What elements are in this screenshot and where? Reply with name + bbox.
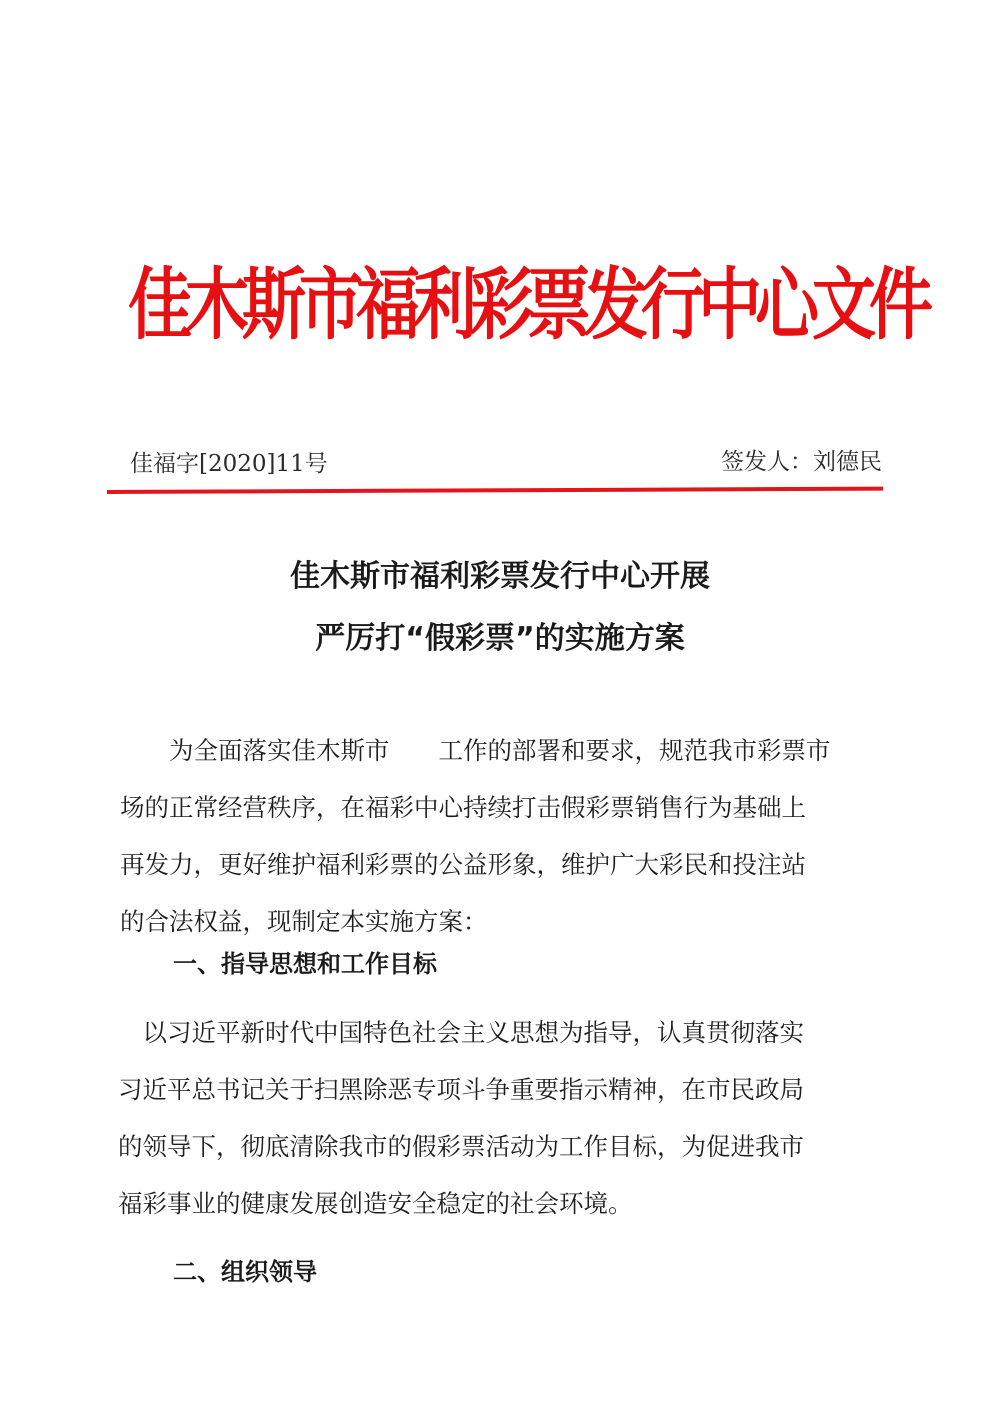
section-heading-guiding-ideology: 一、指导思想和工作目标	[173, 950, 437, 978]
section-heading-organization: 二、组织领导	[173, 1258, 317, 1286]
paragraph-line: 习近平总书记关于扫黑除恶专项斗争重要指示精神，在市民政局	[118, 1075, 804, 1104]
document-title-line-2: 严厉打“假彩票”的实施方案	[315, 621, 685, 656]
intro-line: 场的正常经营秩序，在福彩中心持续打击假彩票销售行为基础上	[120, 793, 806, 822]
intro-line: 的合法权益，现制定本实施方案：	[120, 907, 488, 936]
guiding-ideology-paragraph	[118, 1004, 908, 1232]
header-title: 佳木斯市福利彩票发行中心文件	[128, 259, 926, 352]
red-divider-line	[107, 487, 883, 494]
paragraph-line: 的领导下，彻底清除我市的假彩票活动为工作目标，为促进我市	[118, 1132, 804, 1161]
paragraph-line: 福彩事业的健康发展创造安全稳定的社会环境。	[118, 1189, 633, 1218]
document-title-line-1: 佳木斯市福利彩票发行中心开展	[290, 559, 710, 594]
intro-line: 为全面落实佳木斯市 工作的部署和要求，规范我市彩票市	[120, 736, 831, 765]
signer: 签发人：刘德民	[721, 449, 882, 475]
document-number: 佳福字[2020]11号	[130, 451, 328, 477]
paragraph-line: 以习近平新时代中国特色社会主义思想为指导，认真贯彻落实	[118, 1018, 804, 1047]
intro-paragraph	[120, 722, 910, 950]
intro-line: 再发力，更好维护福利彩票的公益形象，维护广大彩民和投注站	[120, 850, 806, 879]
